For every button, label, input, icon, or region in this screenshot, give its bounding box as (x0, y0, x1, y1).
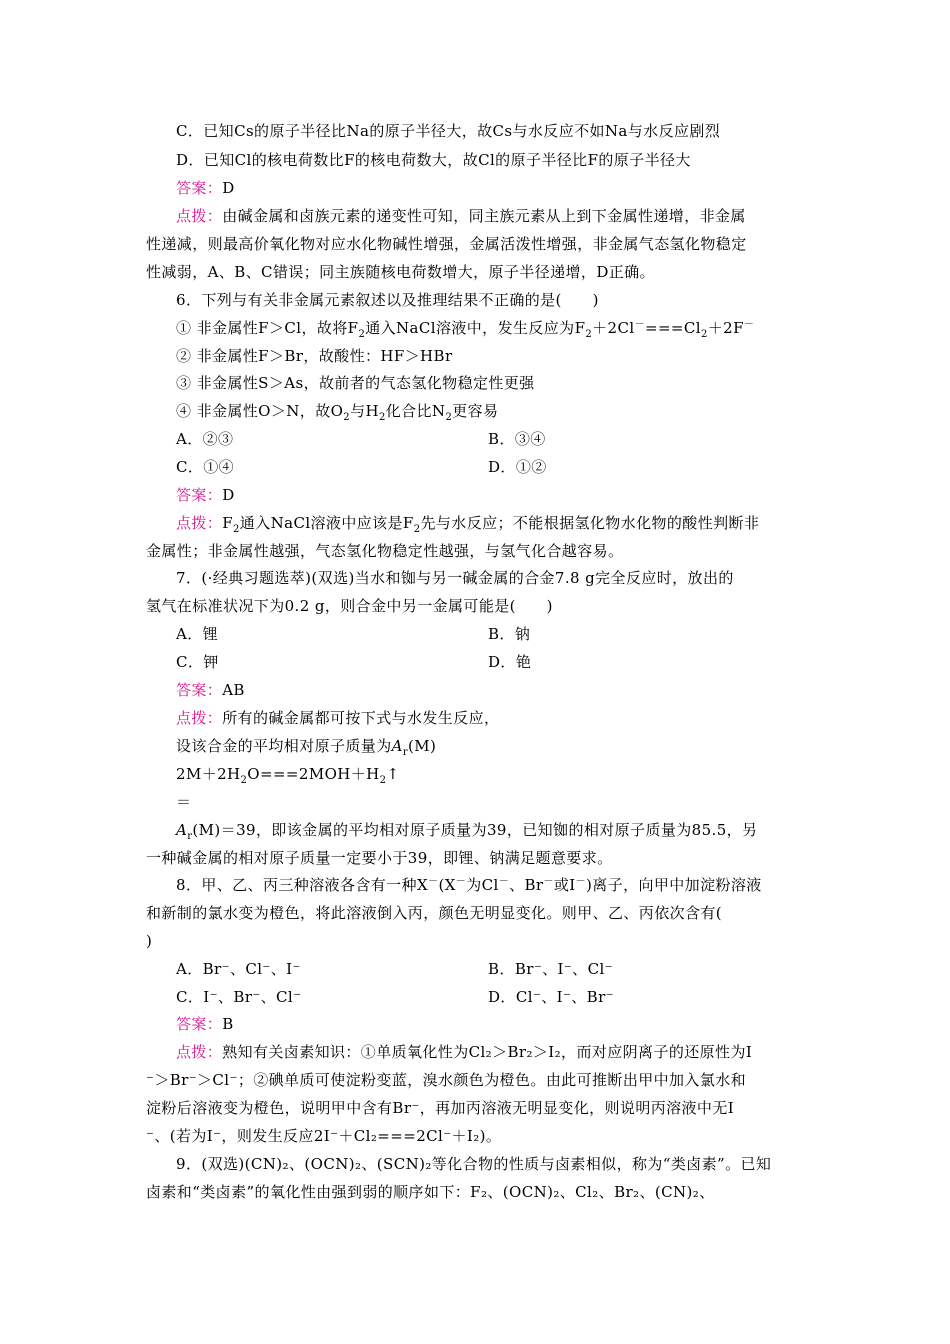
answer-label: 答案： (176, 681, 223, 699)
q8-hint-line-1: 点拨：熟知有关卤素知识：①单质氧化性为Cl₂＞Br₂＞I₂，而对应阴离子的还原性为I (176, 1043, 753, 1061)
q8-stem-line-1: 8．甲、乙、丙三种溶液各含有一种X－(X－为Cl－、Br－或I－)离子，向甲中加淀粉溶液 (176, 876, 762, 894)
q6-statement-4: ④ 非金属性O＞N，故$O_2$与$H_2$化合比$N_2$更容易 (176, 402, 499, 423)
q5-hint-line-2: 性递减，则最高价氧化物对应水化物碱性增强，金属活泼性增强，非金属气态氢化物稳定 (146, 235, 747, 253)
q5-hint-line-1: 点拨：由碱金属和卤族元素的递变性可知，同主族元素从上到下金属性递增，非金属 (176, 207, 746, 225)
answer-value: B (222, 1015, 234, 1033)
answer-label: 答案： (176, 486, 223, 504)
q7-option-d: D．铯 (488, 653, 532, 671)
q9-stem-line-2: 卤素和“类卤素”的氧化性由强到弱的顺序如下：F₂、(OCN)₂、Cl₂、Br₂、(CN)₂、 (146, 1183, 715, 1201)
q5-hint-line-3: 性减弱，A、B、C错误；同主族随核电荷数增大，原子半径递增，D正确。 (146, 263, 655, 281)
answer-value: D (222, 179, 235, 197)
q7-hint-line-2: 设该合金的平均相对原子质量为$A_r(M)$ (176, 737, 437, 758)
q6-hint-line-2: 金属性；非金属性越强，气态氢化物稳定性越强，与氢气化合越容易。 (146, 542, 624, 560)
q8-hint-line-2: ⁻＞Br⁻＞Cl⁻；②碘单质可使淀粉变蓝，溴水颜色为橙色。由此可推断出甲中加入氯水和 (146, 1071, 747, 1089)
q6-stem: 6．下列与有关非金属元素叙述以及推理结果不正确的是( ) (176, 291, 599, 309)
answer-label: 答案： (176, 1015, 223, 1033)
q7-hint-line-5: $A_r(M)=39$，即该金属的平均相对原子质量为39，已知铷的相对原子质量为85.5，另 (176, 821, 758, 842)
q6-hint-line-1: 点拨：$F_2$通入NaCl溶液中应该是$F_2$先与水反应；不能根据氢化物水化物的酸性判断非 (176, 514, 760, 535)
q7-hint-line-1: 点拨：所有的碱金属都可按下式与水发生反应， (176, 709, 500, 727)
q6-answer (176, 484, 235, 506)
q8-stem-line-3: ) (146, 932, 153, 950)
q8-answer (176, 1013, 234, 1035)
q6-option-c: C．①④ (176, 458, 235, 476)
q9-stem-line-1: 9．(双选)(CN)₂、(OCN)₂、(SCN)₂等化合物的性质与卤素相似，称为“类卤素”。已知 (176, 1155, 772, 1173)
answer-value: AB (222, 681, 245, 699)
q6-option-b: B．③④ (488, 430, 546, 448)
answer-label: 答案： (176, 179, 223, 197)
q6-statement-1: ① 非金属性F＞Cl，故将$F_2$通入NaCl溶液中，发生反应为$F_2+2Cl^-===Cl_2+2F^-$ (176, 319, 755, 340)
q5-answer (176, 177, 235, 199)
q6-option-a: A．②③ (176, 430, 234, 448)
q8-option-b: B．Br⁻、I⁻、Cl⁻ (488, 960, 613, 978)
hint-label: 点拨： (176, 514, 223, 532)
q6-statement-2: ② 非金属性F＞Br，故酸性：HF＞HBr (176, 347, 453, 365)
q7-equation-2: ＝ (176, 793, 192, 811)
q5-option-d: D．已知Cl的核电荷数比F的核电荷数大，故Cl的原子半径比F的原子半径大 (176, 151, 691, 169)
q8-option-c: C．I⁻、Br⁻、Cl⁻ (176, 988, 302, 1006)
q8-option-a: A．Br⁻、Cl⁻、I⁻ (176, 960, 301, 978)
q6-statement-3: ③ 非金属性S＞As，故前者的气态氢化物稳定性更强 (176, 374, 535, 392)
q5-option-c: C．已知Cs的原子半径比Na的原子半径大，故Cs与水反应不如Na与水反应剧烈 (176, 122, 721, 140)
q8-hint-line-3: 淀粉后溶液变为橙色，说明甲中含有Br⁻，再加丙溶液无明显变化，则说明丙溶液中无I (146, 1099, 735, 1117)
q7-option-a: A．锂 (176, 625, 219, 643)
q6-options-ab (176, 428, 233, 450)
q7-stem-line-1: 7．(·经典习题选萃)(双选)当水和铷与另一碱金属的合金7.8 g完全反应时，放出的 (176, 569, 734, 587)
q6-option-d: D．①② (488, 458, 547, 476)
hint-label: 点拨： (176, 709, 223, 727)
q7-option-c: C．钾 (176, 653, 219, 671)
q8-stem-line-2: 和新制的氯水变为橙色，将此溶液倒入丙，颜色无明显变化。则甲、乙、丙依次含有( (146, 904, 723, 922)
hint-label: 点拨： (176, 1043, 223, 1061)
q8-option-d: D．Cl⁻、I⁻、Br⁻ (488, 988, 614, 1006)
q8-hint-line-4: ⁻、(若为I⁻，则发生反应2I⁻＋Cl₂===2Cl⁻＋I₂)。 (146, 1127, 502, 1145)
hint-label: 点拨： (176, 207, 223, 225)
q7-hint-line-6: 一种碱金属的相对原子质量一定要小于39，即锂、钠满足题意要求。 (146, 849, 613, 867)
answer-value: D (222, 486, 235, 504)
q7-equation: $2M+2H_2O===2MOH+H_2↑$ (176, 765, 400, 786)
q7-stem-line-2: 氢气在标准状况下为0.2 g，则合金中另一金属可能是( ) (146, 597, 553, 615)
q7-answer (176, 679, 245, 701)
q7-option-b: B．钠 (488, 625, 531, 643)
